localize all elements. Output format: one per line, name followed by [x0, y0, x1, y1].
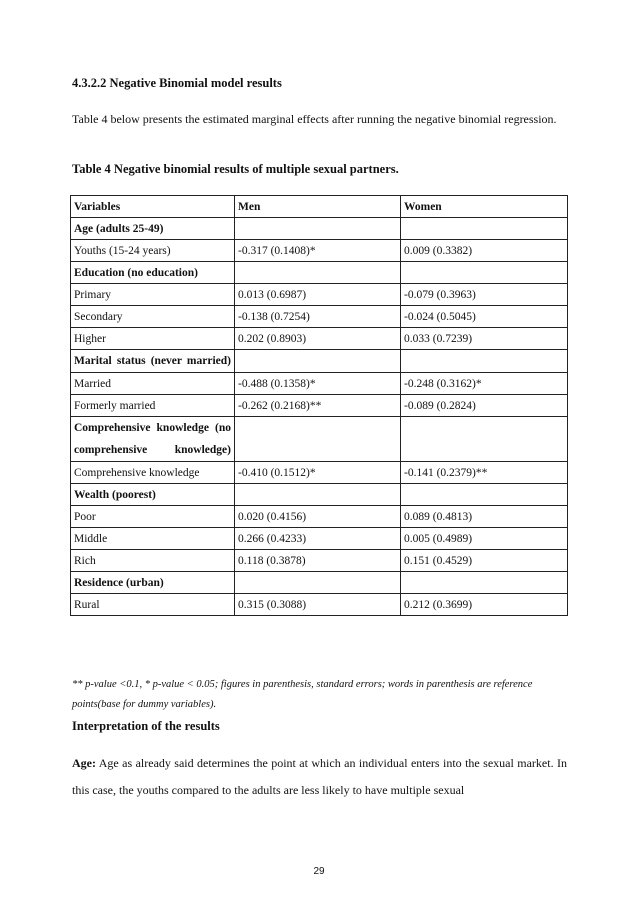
group-men-cell: [235, 484, 401, 506]
table-row: [71, 373, 568, 395]
row-label: Married: [71, 373, 235, 395]
group-women-cell: [401, 484, 568, 506]
group-label: [71, 417, 235, 462]
group-label: Age (adults 25-49): [71, 218, 235, 240]
header-women: Women: [401, 196, 568, 218]
table-group-row: [71, 417, 568, 462]
intro-paragraph: Table 4 below presents the estimated marginal effects after running the negative binomial regression.: [72, 112, 557, 126]
women-value: 0.089 (0.4813): [401, 506, 568, 528]
group-women-cell: [401, 350, 568, 373]
table-row: [71, 284, 568, 306]
age-text: Age as already said determines the point at which an individual enters into the sexual market. In this case, the youths compared to the adults are less likely to have multiple sexual: [72, 756, 567, 797]
section-heading: 4.3.2.2 Negative Binomial model results: [72, 76, 282, 90]
group-label-text: Comprehensive knowledge (no comprehensive knowledge): [74, 422, 231, 456]
women-value: -0.248 (0.3162)*: [401, 373, 568, 395]
women-value: -0.141 (0.2379)**: [401, 462, 568, 484]
interpretation-heading: Interpretation of the results: [72, 719, 220, 733]
group-label: Wealth (poorest): [71, 484, 235, 506]
men-value: -0.410 (0.1512)*: [235, 462, 401, 484]
row-label: Youths (15-24 years): [71, 240, 235, 262]
table-row: [71, 462, 568, 484]
results-table: [70, 195, 568, 616]
table-group-row: [71, 572, 568, 594]
group-women-cell: [401, 218, 568, 240]
table-row: [71, 328, 568, 350]
women-value: 0.151 (0.4529): [401, 550, 568, 572]
men-value: 0.118 (0.3878): [235, 550, 401, 572]
results-table-body: [71, 196, 568, 616]
men-value: -0.317 (0.1408)*: [235, 240, 401, 262]
women-value: 0.005 (0.4989): [401, 528, 568, 550]
table-header-row: [71, 196, 568, 218]
group-women-cell: [401, 572, 568, 594]
group-women-cell: [401, 262, 568, 284]
women-value: -0.024 (0.5045): [401, 306, 568, 328]
women-value: -0.089 (0.2824): [401, 395, 568, 417]
table-row: [71, 240, 568, 262]
table-row: [71, 550, 568, 572]
group-label: [71, 350, 235, 373]
table-footnote: ** p-value <0.1, * p-value < 0.05; figures in parenthesis, standard errors; words in parenthesis are reference points(base for dummy variables).: [72, 679, 533, 710]
table-group-row: [71, 484, 568, 506]
group-label: Residence (urban): [71, 572, 235, 594]
men-value: 0.266 (0.4233): [235, 528, 401, 550]
table-group-row: [71, 262, 568, 284]
table-group-row: [71, 218, 568, 240]
row-label: Comprehensive knowledge: [71, 462, 235, 484]
row-label: Higher: [71, 328, 235, 350]
group-label-text: Marital status (never married): [74, 355, 231, 367]
men-value: 0.315 (0.3088): [235, 594, 401, 616]
row-label: Formerly married: [71, 395, 235, 417]
women-value: -0.079 (0.3963): [401, 284, 568, 306]
row-label: Poor: [71, 506, 235, 528]
group-men-cell: [235, 572, 401, 594]
table-row: [71, 395, 568, 417]
group-label: Education (no education): [71, 262, 235, 284]
women-value: 0.212 (0.3699): [401, 594, 568, 616]
table-group-row: [71, 350, 568, 373]
table-row: [71, 506, 568, 528]
row-label: Secondary: [71, 306, 235, 328]
men-value: -0.488 (0.1358)*: [235, 373, 401, 395]
table-row: [71, 528, 568, 550]
men-value: -0.138 (0.7254): [235, 306, 401, 328]
women-value: 0.033 (0.7239): [401, 328, 568, 350]
group-men-cell: [235, 417, 401, 462]
row-label: Primary: [71, 284, 235, 306]
men-value: -0.262 (0.2168)**: [235, 395, 401, 417]
header-variables: Variables: [71, 196, 235, 218]
header-men: Men: [235, 196, 401, 218]
age-lead: Age:: [72, 756, 96, 770]
group-women-cell: [401, 417, 568, 462]
men-value: 0.202 (0.8903): [235, 328, 401, 350]
group-men-cell: [235, 218, 401, 240]
men-value: 0.013 (0.6987): [235, 284, 401, 306]
table-caption: Table 4 Negative binomial results of multiple sexual partners.: [72, 162, 399, 176]
women-value: 0.009 (0.3382): [401, 240, 568, 262]
table-row: [71, 306, 568, 328]
men-value: 0.020 (0.4156): [235, 506, 401, 528]
age-paragraph: [72, 750, 567, 804]
row-label: Rich: [71, 550, 235, 572]
table-row: [71, 594, 568, 616]
page-number: 29: [313, 866, 325, 877]
row-label: Rural: [71, 594, 235, 616]
row-label: Middle: [71, 528, 235, 550]
group-men-cell: [235, 350, 401, 373]
group-men-cell: [235, 262, 401, 284]
